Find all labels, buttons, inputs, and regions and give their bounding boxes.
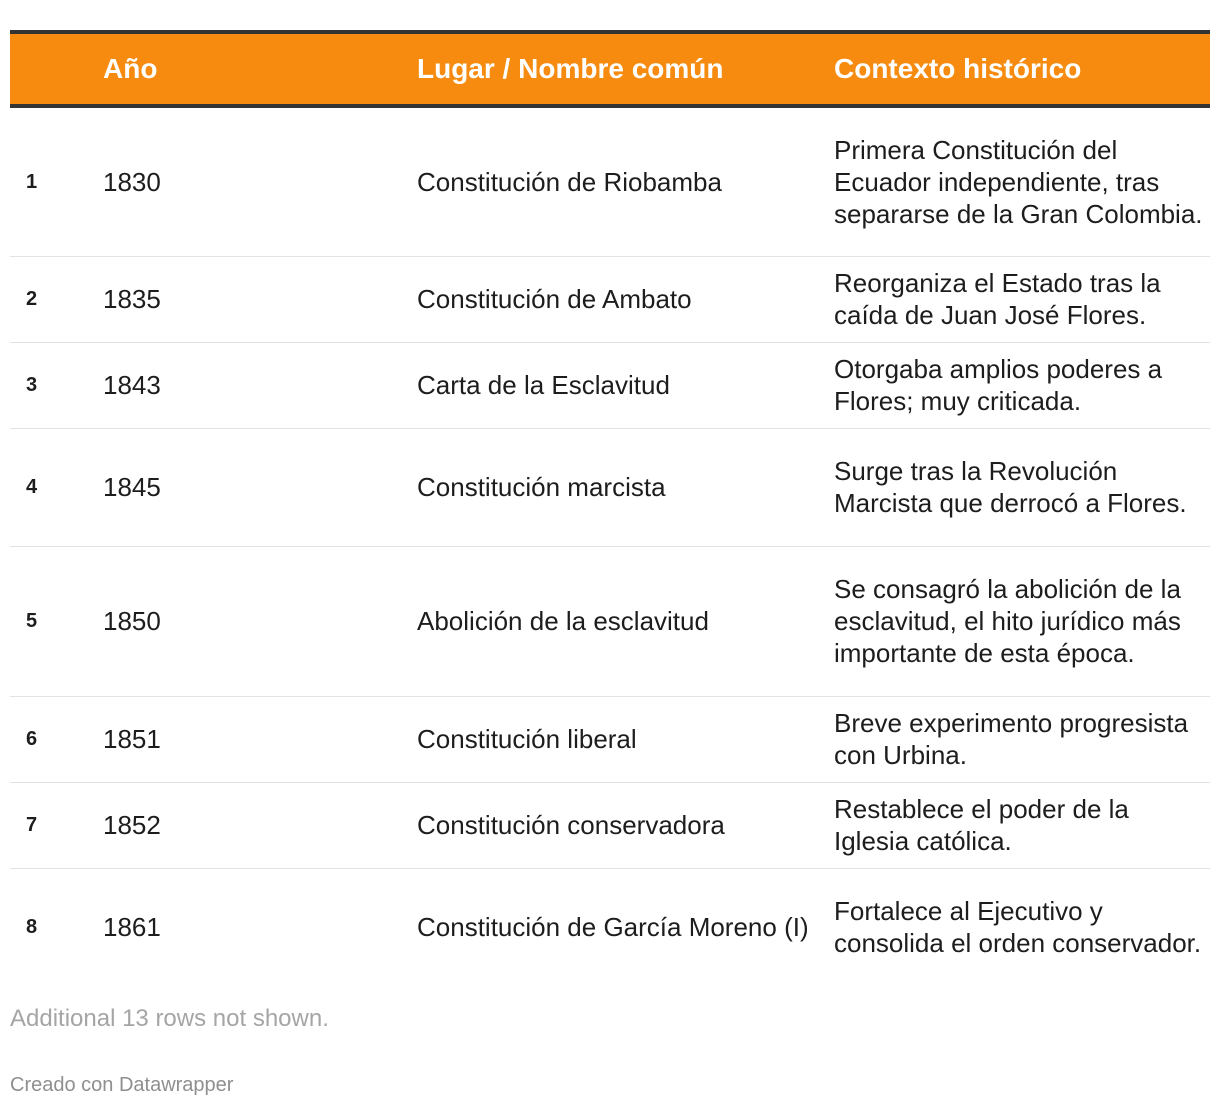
cell-place: Constitución marcista — [417, 428, 834, 546]
row-number: 3 — [10, 342, 103, 428]
row-number: 1 — [10, 106, 103, 256]
row-number: 6 — [10, 696, 103, 782]
cell-year: 1845 — [103, 428, 417, 546]
table-row — [10, 428, 1210, 546]
header-row — [10, 32, 1210, 106]
cell-context: Primera Constitución del Ecuador independiente, tras separarse de la Gran Colombia. — [834, 106, 1210, 256]
cell-context: Otorgaba amplios poderes a Flores; muy criticada. — [834, 342, 1210, 428]
constitutions-table — [10, 30, 1210, 986]
row-number: 7 — [10, 782, 103, 868]
cell-year: 1861 — [103, 912, 161, 943]
data-table-container — [10, 30, 1210, 986]
cell-year: 1843 — [103, 342, 417, 428]
table-header — [10, 32, 1210, 106]
cell-context: Se consagró la abolición de la esclavitud, el hito jurídico más importante de esta época. — [834, 546, 1210, 696]
cell-place: Carta de la Esclavitud — [417, 342, 834, 428]
table-row — [10, 782, 1210, 868]
row-number: 2 — [10, 256, 103, 342]
cell-context: Reorganiza el Estado tras la caída de Juan José Flores. — [834, 256, 1210, 342]
table-row — [10, 256, 1210, 342]
table-row — [10, 106, 1210, 256]
cell-context: Restablece el poder de la Iglesia católica. — [834, 782, 1210, 868]
cell-context: Fortalece al Ejecutivo y consolida el orden conservador. — [834, 896, 1202, 959]
datawrapper-credit[interactable]: Creado con Datawrapper — [10, 1074, 234, 1096]
cell-place: Constitución liberal — [417, 696, 834, 782]
header-year[interactable]: Año — [103, 32, 417, 106]
cell-place: Constitución de Riobamba — [417, 106, 834, 256]
table-row — [10, 342, 1210, 428]
cell-place: Constitución de Ambato — [417, 256, 834, 342]
table-body — [10, 106, 1210, 986]
cell-year: 1850 — [103, 546, 417, 696]
cell-context: Surge tras la Revolución Marcista que derrocó a Flores. — [834, 428, 1210, 546]
rows-not-shown-note: Additional 13 rows not shown. — [10, 1005, 329, 1032]
table-row — [10, 546, 1210, 696]
header-num[interactable] — [10, 32, 103, 106]
cell-year: 1835 — [103, 256, 417, 342]
table-row — [10, 696, 1210, 782]
cell-place: Constitución de García Moreno (I) — [417, 912, 809, 943]
cell-year: 1852 — [103, 782, 417, 868]
cell-context: Breve experimento progresista con Urbina. — [834, 696, 1210, 782]
cell-place: Abolición de la esclavitud — [417, 546, 834, 696]
row-number: 4 — [10, 428, 103, 546]
header-place[interactable]: Lugar / Nombre común — [417, 32, 834, 106]
row-number: 5 — [10, 546, 103, 696]
header-context[interactable]: Contexto histórico — [834, 32, 1210, 106]
cell-year: 1830 — [103, 106, 417, 256]
table-row — [10, 868, 1210, 986]
row-number: 8 — [26, 916, 38, 939]
cell-place: Constitución conservadora — [417, 782, 834, 868]
cell-year: 1851 — [103, 696, 417, 782]
